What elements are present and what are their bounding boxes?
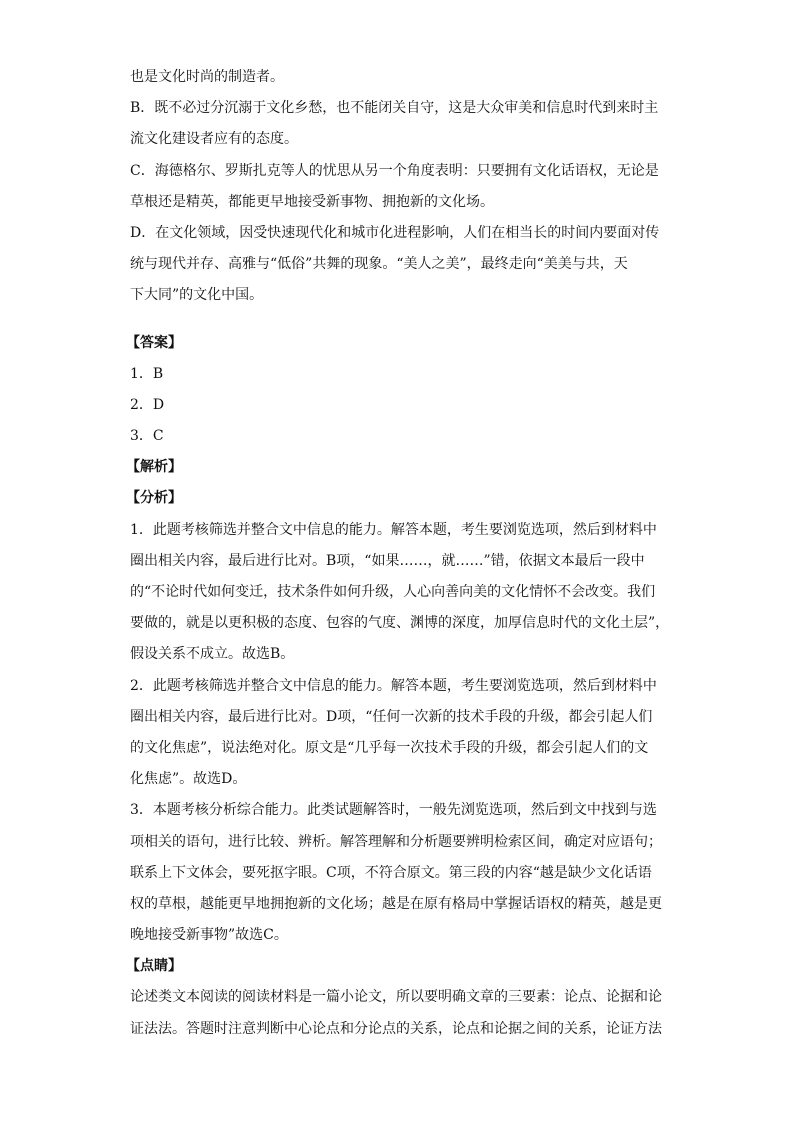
comment-heading: 【点睛】 [126, 958, 182, 975]
explanation-heading: 【解析】 [126, 459, 182, 476]
comment-line: 论述类文本阅读的阅读材料是一篇小论文，所以要明确文章的三要素：论点、论据和论 [130, 989, 662, 1006]
paragraph-line: 的“不论时代如何变迁，技术条件如何升级，人心向善向美的文化情怀不会改变。我们 [130, 584, 656, 600]
explanation-paragraph-3 [130, 795, 670, 951]
paragraph-line: 联系上下文体会，要死抠字眼。C项，不符合原文。第三段的内容“越是缺少文化话语 [130, 864, 652, 881]
answer-section [126, 328, 670, 453]
answer-item: 1．B [130, 365, 164, 382]
explanation-section [126, 452, 670, 951]
paragraph-line: 2．此题考核筛选并整合文中信息的能力。解答本题，考生要浏览选项，然后到材料中 [130, 677, 657, 694]
answer-item: 3．C [130, 428, 164, 445]
option-c-line: C．海德格尔、罗斯扎克等人的忧思从另一个角度表明：只要拥有文化话语权，无论是 [130, 162, 659, 179]
option-d-line: 下大同”的文化中国。 [130, 287, 264, 304]
explanation-paragraph-2 [130, 671, 670, 796]
paragraph-line: 圈出相关内容，最后进行比对。B项，“如果……，就……”错，依据文本最后一段中 [130, 552, 645, 569]
option-b-line: 流文化建设者应有的态度。 [130, 131, 298, 148]
paragraph-line: 项相关的语句，进行比较、辨析。解答理解和分析题要辨明检索区间，确定对应语句； [130, 833, 662, 850]
section-gap [130, 312, 670, 328]
paragraph-line: 圈出相关内容，最后进行比对。D项，“任何一次新的技术手段的升级，都会引起人们 [130, 708, 653, 725]
option-d [130, 218, 670, 312]
paragraph-line: 权的草根，越能更早地拥抱新的文化场；越是在原有格局中掌握话语权的精英，越是更 [130, 895, 662, 912]
option-c [130, 156, 670, 218]
paragraph-line: 的文化焦虑”，说法绝对化。原文是“几乎每一次技术手段的升级，都会引起人们的文 [130, 739, 649, 756]
analysis-heading: 【分析】 [126, 490, 182, 507]
paragraph-line: 1．此题考核筛选并整合文中信息的能力。解答本题，考生要浏览选项，然后到材料中 [130, 521, 657, 538]
paragraph-line: 化焦虑”。故选D。 [130, 771, 247, 788]
option-c-line: 草根还是精英，都能更早地接受新事物、拥抱新的文化场。 [130, 193, 494, 210]
option-b [130, 93, 670, 155]
paragraph-line: 晚地接受新事物”故选C。 [130, 927, 288, 944]
option-d-line: 统与现代并存、高雅与“低俗”共舞的现象。“美人之美”，最终走向“美美与共，天 [130, 256, 628, 273]
option-d-line: D．在文化领域，因受快速现代化和城市化进程影响，人们在相当长的时间内要面对传 [130, 224, 660, 241]
document-page [126, 62, 670, 1045]
option-a-tail: 也是文化时尚的制造者。 [130, 69, 284, 85]
paragraph-line: 假设关系不成立。故选B。 [130, 646, 295, 663]
paragraph-line: 3．本题考核分析综合能力。此类试题解答时，一般先浏览选项，然后到文中找到与选 [130, 802, 657, 819]
option-b-line: B．既不必过分沉溺于文化乡愁，也不能闭关自守，这是大众审美和信息时代到来时主 [130, 100, 659, 117]
comment-line: 证法法。答题时注意判断中心论点和分论点的关系，论点和论据之间的关系，论证方法 [130, 1020, 662, 1037]
answer-heading: 【答案】 [126, 334, 182, 351]
paragraph-line: 要做的，就是以更积极的态度、包容的气度、渊博的深度，加厚信息时代的文化土层”， [130, 615, 670, 632]
answer-item: 2．D [130, 396, 165, 413]
comment-section [126, 951, 670, 1045]
explanation-paragraph-1 [130, 515, 670, 671]
